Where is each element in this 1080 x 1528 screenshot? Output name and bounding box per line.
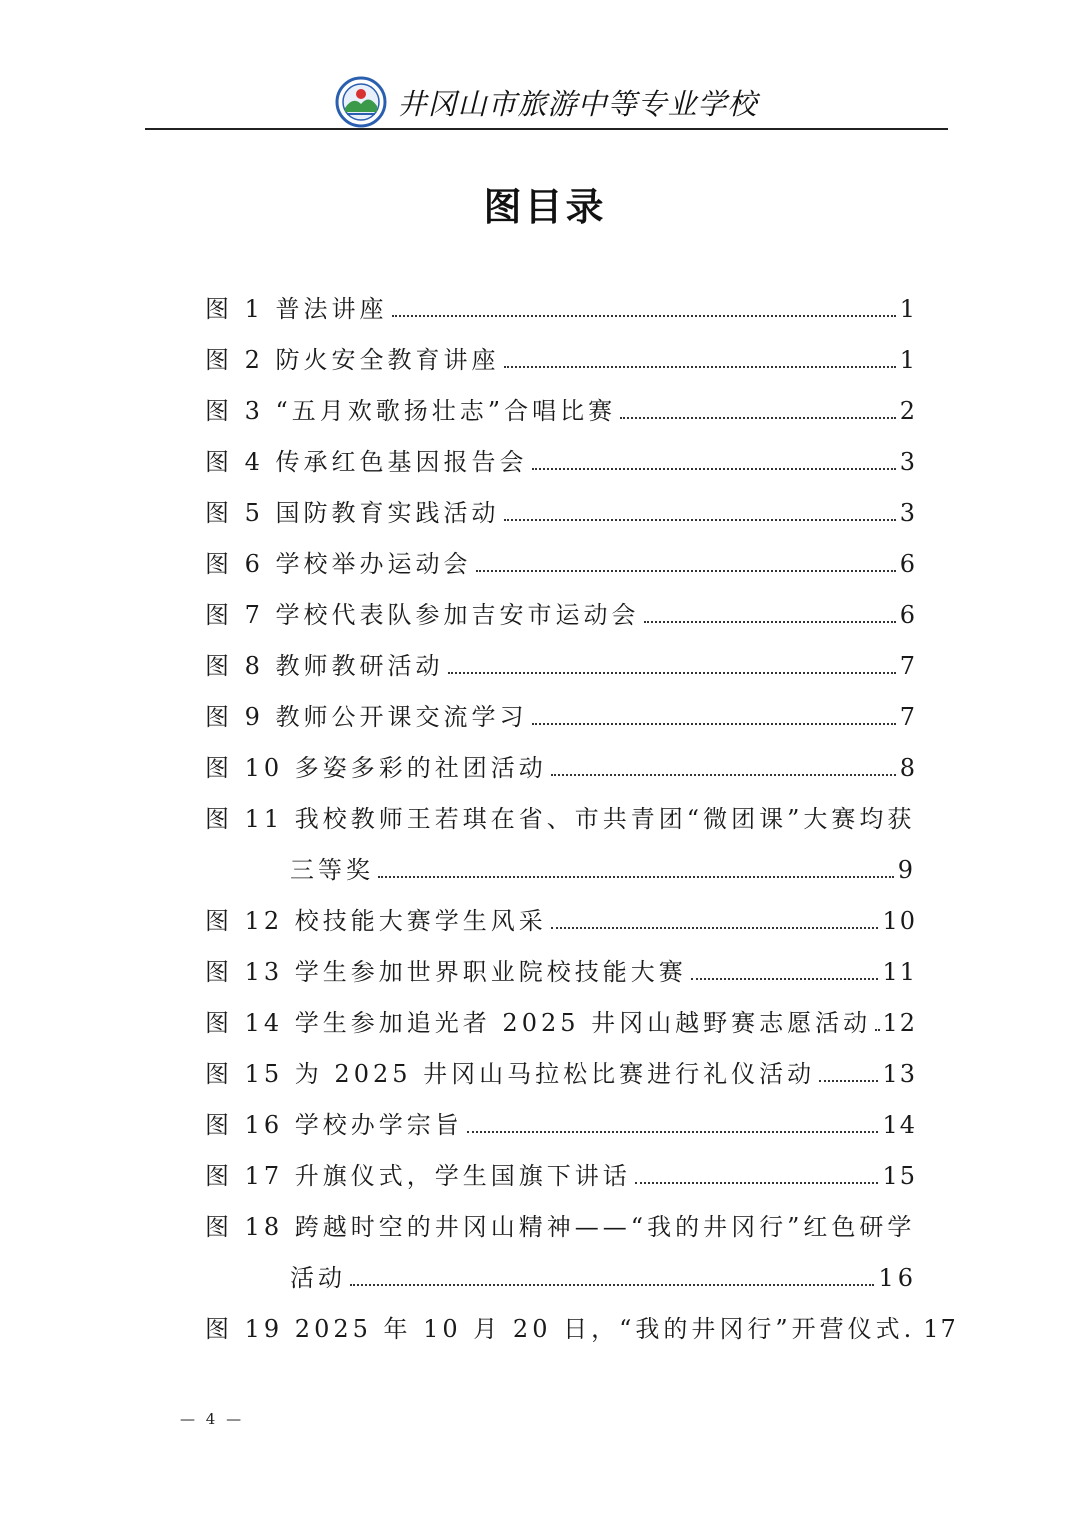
page-ref: 1	[899, 295, 917, 323]
dot-leader	[467, 1131, 879, 1133]
toc-entry[interactable]	[205, 1054, 917, 1094]
dot-leader	[644, 621, 896, 623]
page-ref: 3	[899, 448, 917, 476]
toc-entry[interactable]	[205, 697, 917, 737]
figure-number: 图 4	[205, 448, 276, 476]
dot-leader	[875, 1029, 878, 1031]
page-ref: 15	[882, 1162, 917, 1190]
dot-leader	[350, 1284, 874, 1286]
figure-caption: 普法讲座	[275, 295, 388, 323]
dot-leader	[378, 876, 894, 878]
toc-entry[interactable]	[205, 1156, 917, 1196]
dot-leader	[392, 315, 896, 317]
page-ref: 7	[899, 703, 917, 731]
toc-entry[interactable]	[205, 391, 917, 431]
figure-number: 图 3	[205, 397, 276, 425]
page-ref: 2	[899, 397, 917, 425]
figure-caption: 校技能大赛学生风采	[294, 907, 547, 935]
dot-leader	[448, 672, 896, 674]
figure-caption: 学校办学宗旨	[294, 1111, 463, 1139]
page-ref: 8	[899, 754, 917, 782]
page-ref: 6	[899, 550, 917, 578]
toc-entry[interactable]	[205, 289, 917, 329]
figure-number: 图 8	[205, 652, 276, 680]
toc-entry[interactable]	[205, 952, 917, 992]
figure-caption: 国防教育实践活动	[275, 499, 500, 527]
toc-entry[interactable]	[205, 1003, 917, 1043]
dot-leader	[476, 570, 896, 572]
dot-leader	[504, 366, 896, 368]
figure-caption: 教师公开课交流学习	[275, 703, 528, 731]
figure-number: 图 13	[205, 958, 295, 986]
page-ref: 1	[899, 346, 917, 374]
dot-leader	[635, 1182, 879, 1184]
toc-entry[interactable]	[205, 340, 917, 380]
dot-leader	[504, 519, 896, 521]
figure-caption: “五月欢歌扬壮志”合唱比赛	[275, 397, 617, 425]
figure-caption: 跨越时空的井冈山精神——“我的井冈行”红色研学	[294, 1213, 916, 1241]
dot-leader	[691, 978, 879, 980]
page-title: 图目录	[483, 185, 607, 229]
page-ref: 12	[882, 1009, 917, 1037]
page-ref: 14	[882, 1111, 917, 1139]
toc-entry[interactable]	[205, 748, 917, 788]
figure-caption: 2025 年 10 月 20 日，“我的井冈行”开营仪式.	[294, 1315, 916, 1343]
figure-caption-continued: 三等奖	[290, 856, 374, 884]
toc-entry-continuation[interactable]	[290, 1258, 917, 1298]
figure-caption: 学校代表队参加吉安市运动会	[275, 601, 640, 629]
figure-caption: 学生参加世界职业院校技能大赛	[294, 958, 687, 986]
figure-number: 图 1	[205, 295, 276, 323]
toc-entry[interactable]	[205, 901, 917, 941]
page-ref: 6	[899, 601, 917, 629]
figure-caption: 学生参加追光者 2025 井冈山越野赛志愿活动	[294, 1009, 872, 1037]
figure-caption-continued: 活动	[290, 1264, 346, 1292]
figure-number: 图 11	[205, 805, 295, 833]
toc-entry[interactable]	[205, 493, 917, 533]
toc-entry[interactable]	[205, 442, 917, 482]
figure-number: 图 14	[205, 1009, 295, 1037]
dot-leader	[532, 723, 896, 725]
toc-entry[interactable]	[205, 799, 945, 839]
figure-caption: 教师教研活动	[275, 652, 444, 680]
figure-number: 图 16	[205, 1111, 295, 1139]
toc-entry[interactable]	[205, 595, 917, 635]
page-ref: 9	[897, 856, 917, 884]
page-ref: 16	[878, 1264, 917, 1292]
figure-number: 图 10	[205, 754, 295, 782]
figure-number: 图 7	[205, 601, 276, 629]
toc-entry[interactable]	[205, 1309, 958, 1349]
page-ref: 7	[899, 652, 917, 680]
figure-number: 图 12	[205, 907, 295, 935]
toc-entry[interactable]	[205, 544, 917, 584]
figure-number: 图 18	[205, 1213, 295, 1241]
toc-entry[interactable]	[205, 1207, 945, 1247]
figure-caption: 我校教师王若琪在省、市共青团“微团课”大赛均获	[294, 805, 916, 833]
dot-leader	[819, 1080, 878, 1082]
dot-leader	[551, 774, 896, 776]
page-ref: 17	[923, 1315, 958, 1343]
toc-entry[interactable]	[205, 1105, 917, 1145]
toc-entry[interactable]	[205, 646, 917, 686]
page-ref: 11	[882, 958, 917, 986]
figure-number: 图 19	[205, 1315, 295, 1343]
dot-leader	[532, 468, 896, 470]
page-number: — 4 —	[180, 1410, 245, 1428]
figure-number: 图 6	[205, 550, 276, 578]
figure-caption: 防火安全教育讲座	[275, 346, 500, 374]
figure-number: 图 9	[205, 703, 276, 731]
figure-caption: 为 2025 井冈山马拉松比赛进行礼仪活动	[294, 1060, 816, 1088]
page-ref: 10	[882, 907, 917, 935]
figure-number: 图 17	[205, 1162, 295, 1190]
figure-number: 图 15	[205, 1060, 295, 1088]
figure-caption: 传承红色基因报告会	[275, 448, 528, 476]
figure-caption: 升旗仪式，学生国旗下讲话	[294, 1162, 631, 1190]
figure-caption: 学校举办运动会	[275, 550, 472, 578]
dot-leader	[551, 927, 879, 929]
page-ref: 13	[882, 1060, 917, 1088]
figure-number: 图 5	[205, 499, 276, 527]
figure-caption: 多姿多彩的社团活动	[294, 754, 547, 782]
toc-entry-continuation[interactable]	[290, 850, 917, 890]
figure-number: 图 2	[205, 346, 276, 374]
page-ref: 3	[899, 499, 917, 527]
dot-leader	[620, 417, 896, 419]
school-name: 井冈山市旅游中等专业学校	[397, 86, 758, 121]
